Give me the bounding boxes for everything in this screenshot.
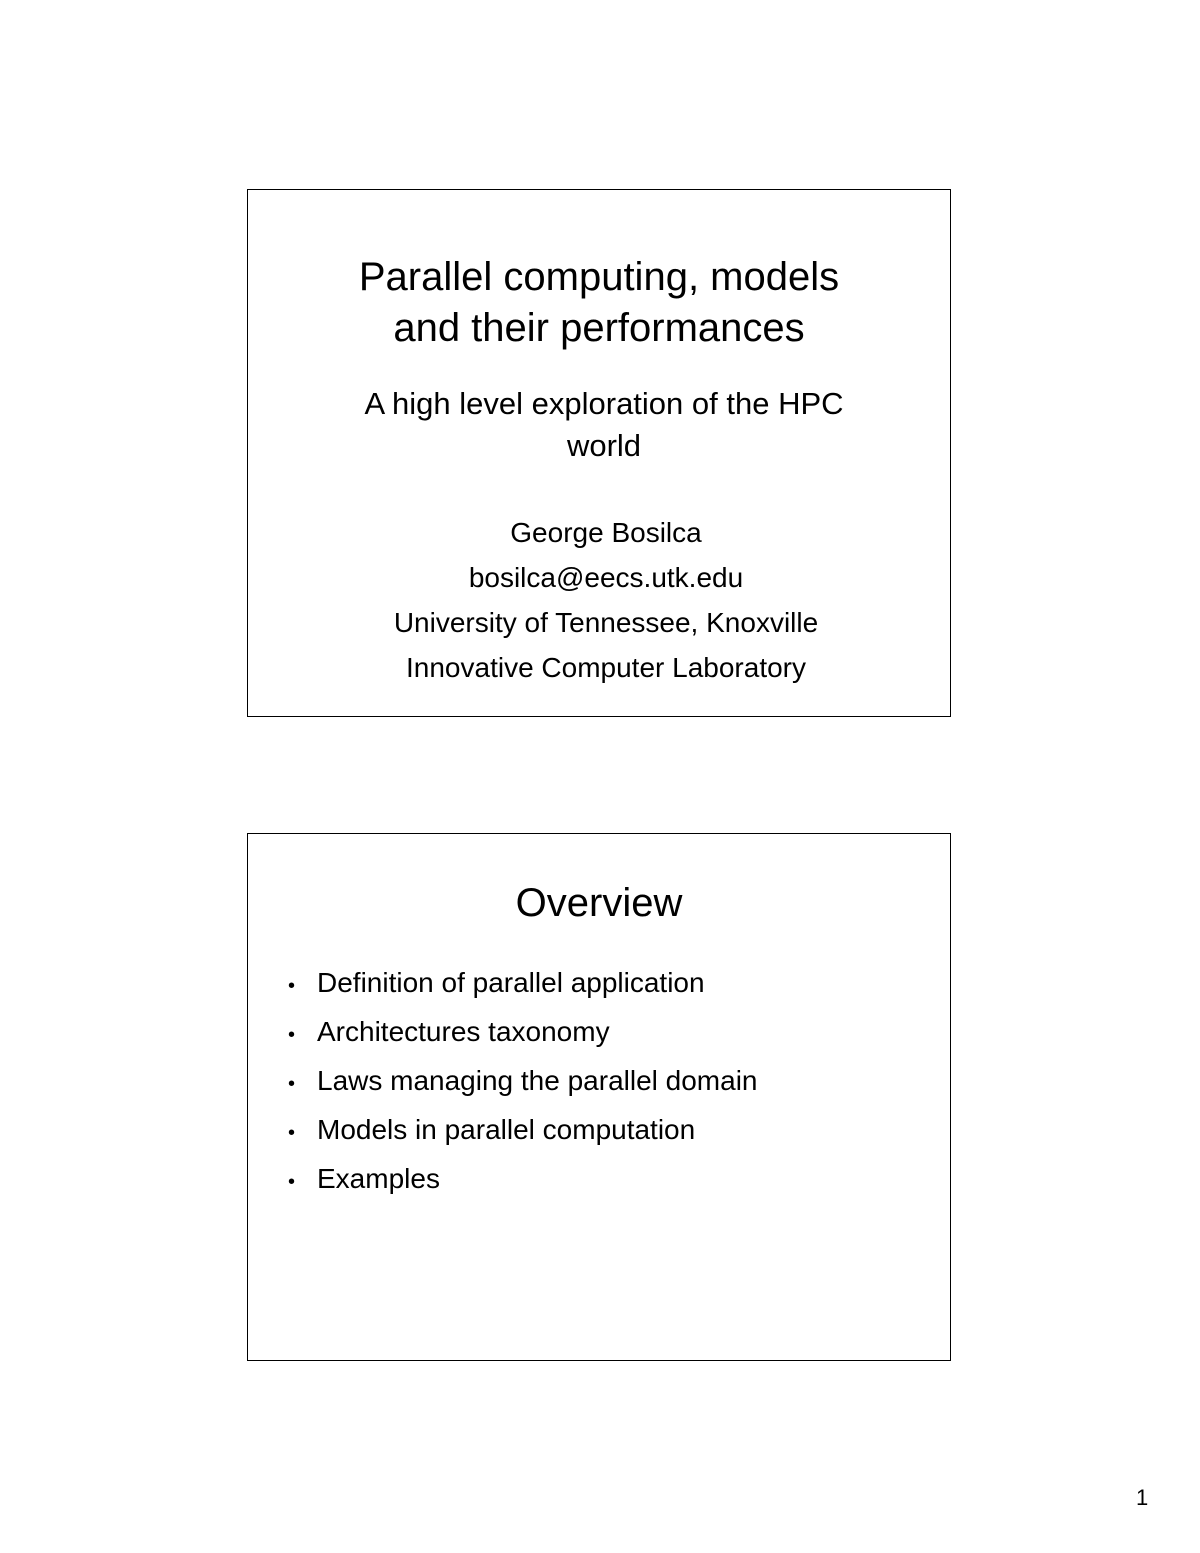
author-name: George Bosilca — [510, 517, 702, 548]
slide-title-heading — [248, 252, 950, 354]
author-lab: Innovative Computer Laboratory — [406, 652, 806, 683]
bullet-icon: • — [288, 1024, 296, 1046]
list-item — [288, 1107, 930, 1156]
overview-title: Overview — [515, 881, 683, 925]
slide-title — [247, 189, 951, 717]
slide-overview — [247, 833, 951, 1361]
author-university: University of Tennessee, Knoxville — [393, 607, 819, 638]
bullet-icon: • — [288, 1073, 296, 1095]
list-item — [288, 960, 930, 1009]
subtitle-line: A high level exploration of the HPC — [364, 386, 844, 421]
bullet-icon: • — [288, 1171, 296, 1193]
bullet-text: Models in parallel computation — [317, 1114, 696, 1145]
page-number: 1 — [1136, 1485, 1149, 1510]
author-info — [262, 510, 950, 690]
bullet-text: Examples — [317, 1163, 440, 1194]
list-item — [288, 1058, 930, 1107]
bullet-text: Definition of parallel application — [317, 967, 705, 998]
title-line: Parallel computing, models — [358, 255, 840, 299]
bullet-icon: • — [288, 975, 296, 997]
list-item — [288, 1009, 930, 1058]
bullet-text: Architectures taxonomy — [317, 1016, 610, 1047]
subtitle-line: world — [566, 428, 642, 463]
bullet-text: Laws managing the parallel domain — [317, 1065, 758, 1096]
author-email: bosilca@eecs.utk.edu — [468, 562, 744, 593]
overview-bullet-list — [288, 960, 930, 1205]
list-item — [288, 1156, 930, 1205]
title-line: and their performances — [393, 306, 805, 350]
bullet-icon: • — [288, 1122, 296, 1144]
slide-subtitle — [258, 383, 950, 467]
